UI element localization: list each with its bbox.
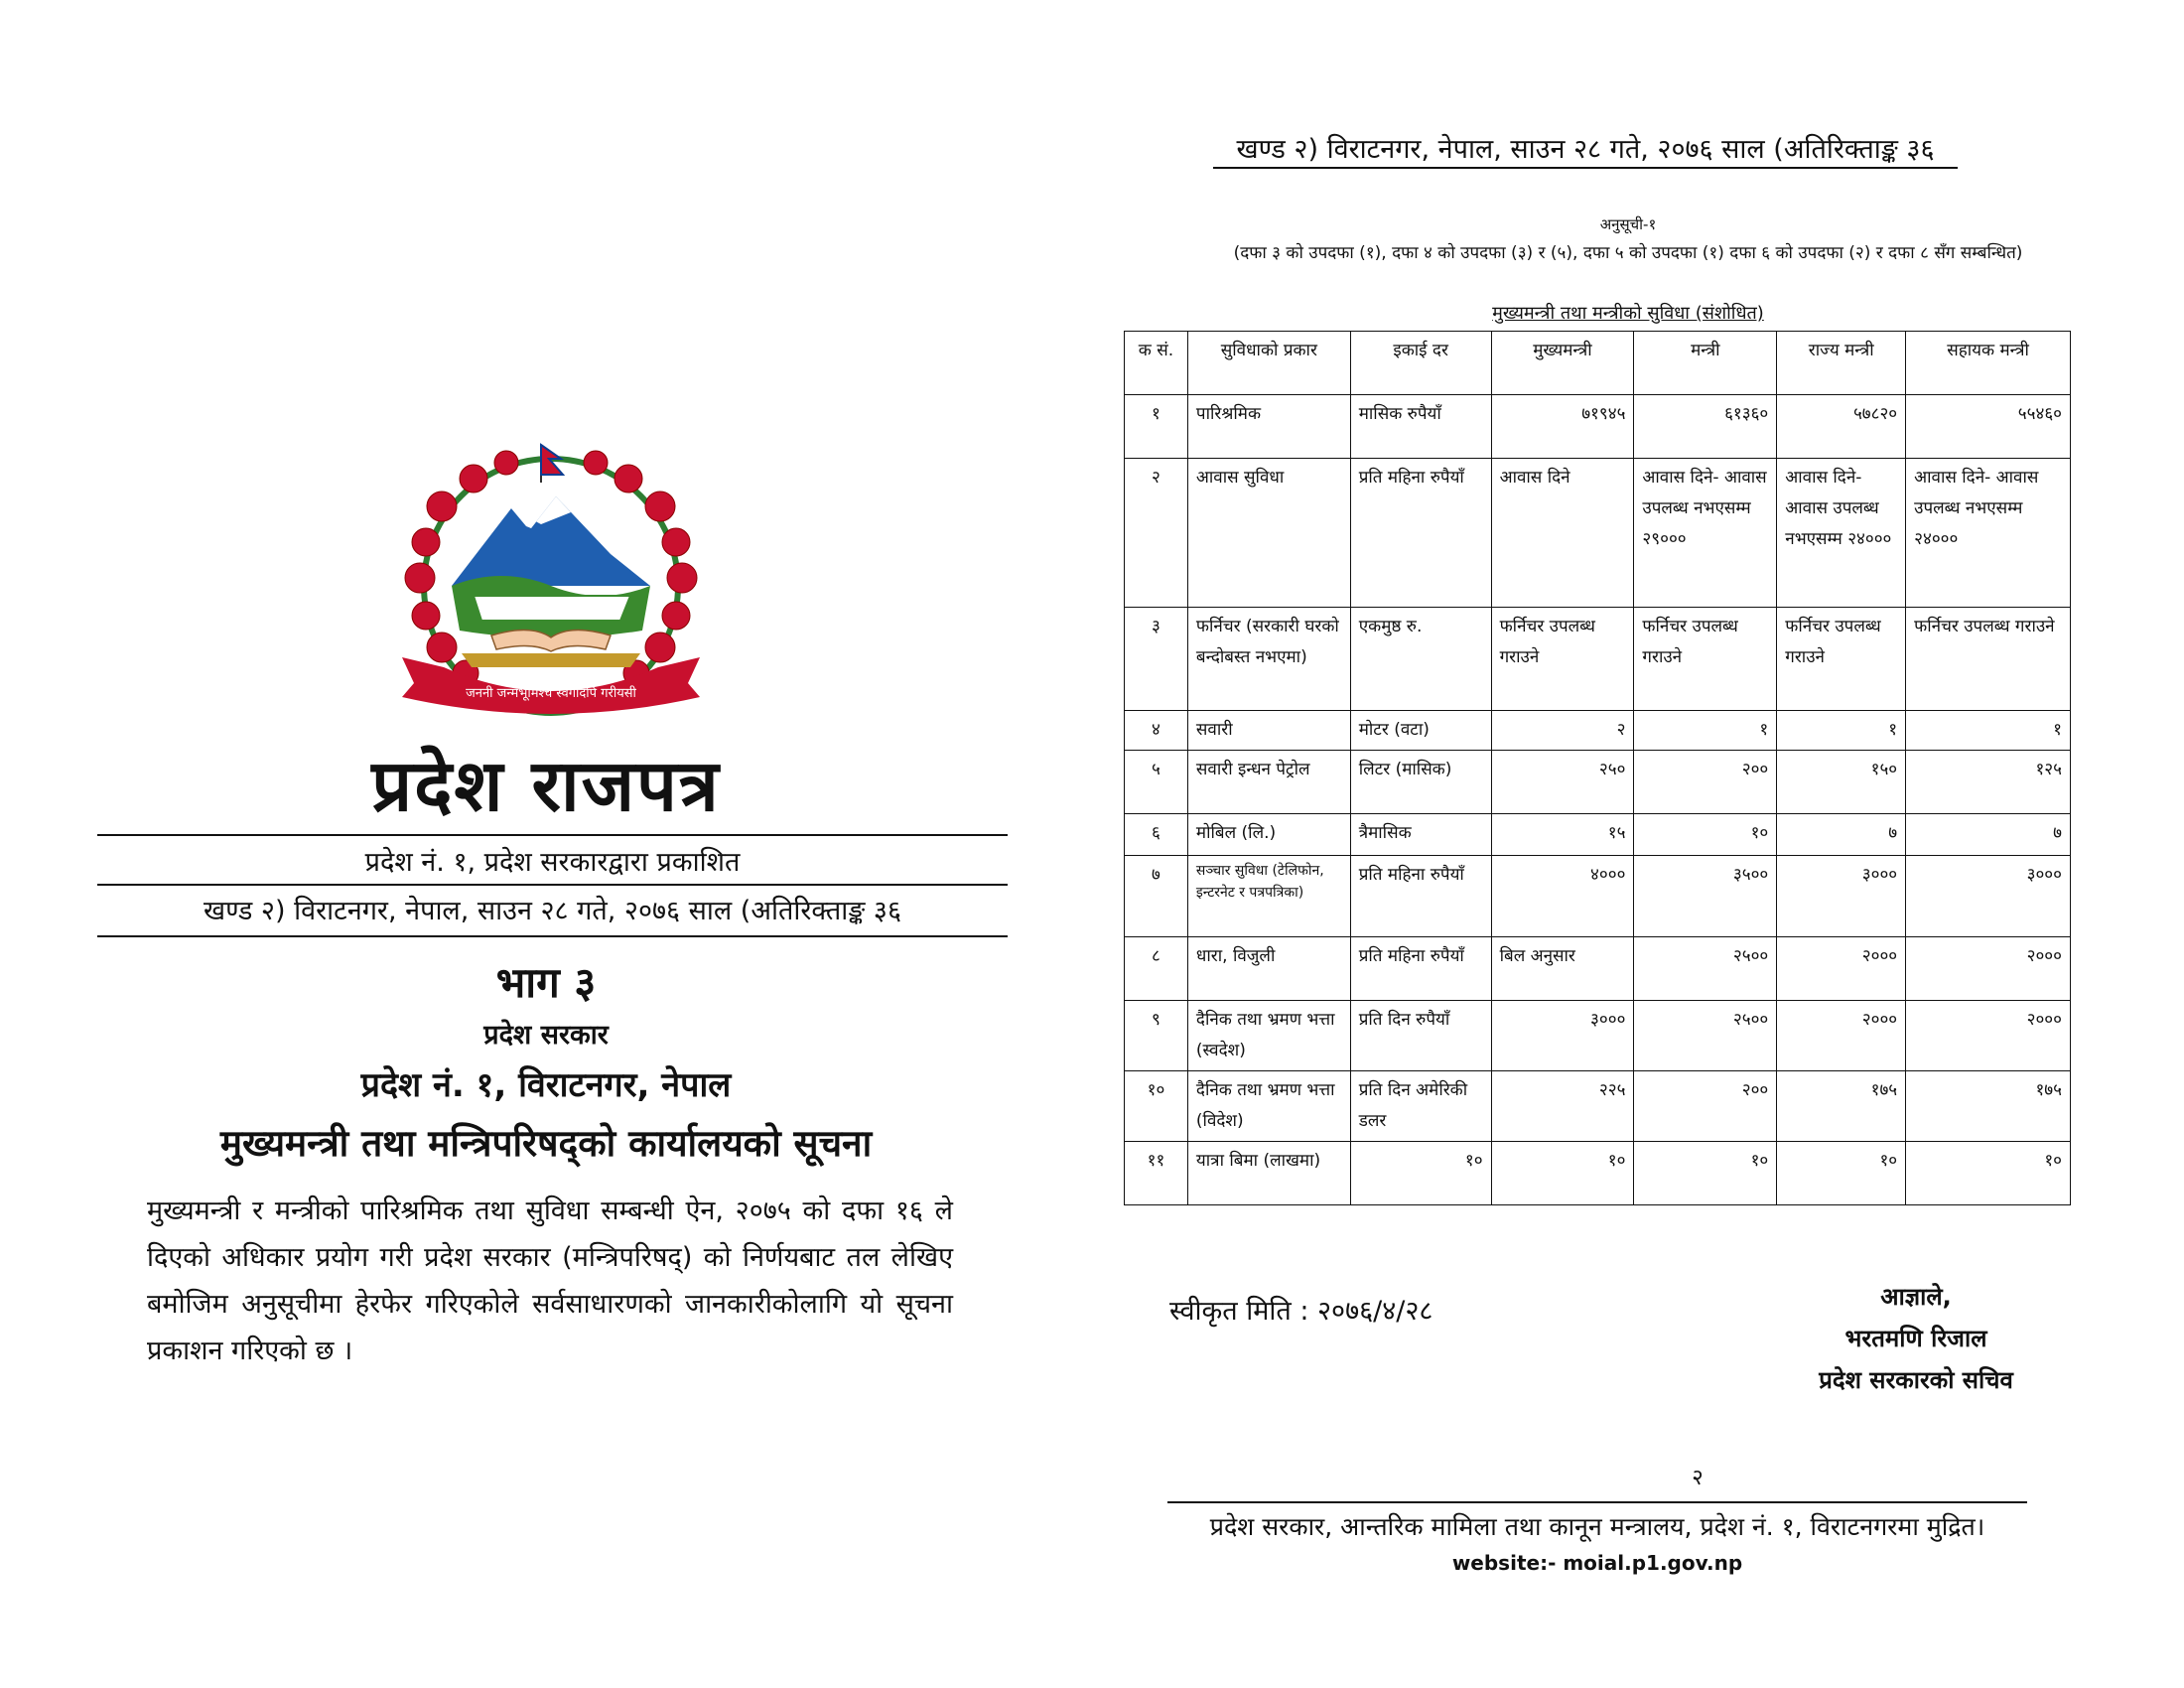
col-header-sn: क सं.: [1125, 332, 1188, 395]
mountain-icon: [452, 496, 650, 586]
notice-body: मुख्यमन्त्री र मन्त्रीको पारिश्रमिक तथा सुविधा सम्बन्धी ऐन, २०७५ को दफा १६ ले दिएको अधिकार प्रयोग गरी प्रदेश सरकार (मन्त्रिपरिषद्) को निर्णयबाट तल लेखिए बमोजिम अनुसूचीमा हेरफेर गरिएकोले सर्वसाधारणको जानकारीकोलागि यो सूचना प्रकाशन गरिएको छ ।: [147, 1196, 953, 1366]
divider: [97, 834, 1008, 836]
cell-unit: प्रति दिन रुपैयाँ: [1350, 1001, 1491, 1071]
part-heading: भाग ३: [495, 958, 597, 1007]
page-number: २: [1692, 1466, 1704, 1490]
table-row: [1125, 608, 2071, 711]
col-header-state-minister: राज्य मन्त्री: [1777, 332, 1906, 395]
cell-facility: आवास सुविधा: [1187, 459, 1350, 608]
cell-sn: ३: [1125, 608, 1188, 711]
cell-minister: ३५००: [1634, 856, 1777, 937]
cell-minister: ६१३६०: [1634, 395, 1777, 459]
cell-assistant-minister: १२५: [1906, 751, 2071, 814]
issue-line: खण्ड २) विराटनगर, नेपाल, साउन २८ गते, २०७६ साल (अतिरिक्ताङ्क ३६: [203, 896, 901, 926]
cell-chief-minister: १५: [1491, 814, 1634, 856]
cell-unit: मोटर (वटा): [1350, 711, 1491, 751]
table-header-row: [1125, 332, 2071, 395]
flag-icon: [541, 445, 563, 483]
divider: [1213, 167, 1958, 169]
schedule-reference: (दफा ३ को उपदफा (१), दफा ४ को उपदफा (३) र (५), दफा ५ को उपदफा (१) दफा ६ को उपदफा (२) र दफा ८ सँग सम्बन्धित): [1233, 243, 2023, 263]
cell-unit: त्रैमासिक: [1350, 814, 1491, 856]
cell-chief-minister: फर्निचर उपलब्ध गराउने: [1491, 608, 1634, 711]
col-header-unit: इकाई दर: [1350, 332, 1491, 395]
table-title: मुख्यमन्त्री तथा मन्त्रीको सुविधा (संशोधित): [1492, 303, 1764, 324]
cell-facility: फर्निचर (सरकारी घरको बन्दोबस्त नभएमा): [1187, 608, 1350, 711]
cell-unit: प्रति महिना रुपैयाँ: [1350, 856, 1491, 937]
cell-state-minister: १: [1777, 711, 1906, 751]
website-text: website:- moial.p1.gov.np: [1451, 1551, 1743, 1575]
cell-facility: दैनिक तथा भ्रमण भत्ता (विदेश): [1187, 1071, 1350, 1142]
cell-minister: २५००: [1634, 1001, 1777, 1071]
col-header-facility: सुविधाको प्रकार: [1187, 332, 1350, 395]
cell-assistant-minister: ३०००: [1906, 856, 2071, 937]
map-outline: [474, 596, 630, 621]
signature-line-order: आज्ञाले,: [1880, 1283, 1952, 1311]
right-page: [1092, 0, 2184, 1688]
table-row: [1125, 937, 2071, 1001]
cell-unit: लिटर (मासिक): [1350, 751, 1491, 814]
divider: [97, 884, 1008, 886]
cell-minister: २००: [1634, 751, 1777, 814]
cell-assistant-minister: १: [1906, 711, 2071, 751]
table-row: [1125, 459, 2071, 608]
divider: [97, 935, 1008, 937]
cell-assistant-minister: फर्निचर उपलब्ध गराउने: [1906, 608, 2071, 711]
cell-state-minister: ५७८२०: [1777, 395, 1906, 459]
table-row: [1125, 711, 2071, 751]
cell-chief-minister: ३०००: [1491, 1001, 1634, 1071]
table-row: [1125, 856, 2071, 937]
printer-footer: प्रदेश सरकार, आन्तरिक मामिला तथा कानून मन्त्रालय, प्रदेश नं. १, विराटनगरमा मुद्रित।: [1209, 1512, 1985, 1541]
published-by: प्रदेश नं. १, प्रदेश सरकारद्वारा प्रकाशित: [364, 847, 741, 878]
cell-unit: मासिक रुपैयाँ: [1350, 395, 1491, 459]
cell-sn: १: [1125, 395, 1188, 459]
cell-sn: ९: [1125, 1001, 1188, 1071]
cell-unit: प्रति दिन अमेरिकी डलर: [1350, 1071, 1491, 1142]
cell-chief-minister: २५०: [1491, 751, 1634, 814]
cell-facility: सवारी: [1187, 711, 1350, 751]
cell-unit: प्रति महिना रुपैयाँ: [1350, 937, 1491, 1001]
facilities-table: [1124, 331, 2071, 1205]
cell-minister: २००: [1634, 1071, 1777, 1142]
cell-assistant-minister: ७: [1906, 814, 2071, 856]
cell-state-minister: २०००: [1777, 1001, 1906, 1071]
cell-facility: सञ्चार सुविधा (टेलिफोन, इन्टरनेट र पत्रपत्रिका): [1187, 856, 1350, 937]
signatory-title: प्रदेश सरकारको सचिव: [1819, 1366, 2013, 1394]
cell-facility: मोबिल (लि.): [1187, 814, 1350, 856]
cell-sn: ६: [1125, 814, 1188, 856]
cell-minister: १०: [1634, 1142, 1777, 1205]
cell-assistant-minister: आवास दिने- आवास उपलब्ध नभएसम्म २४०००: [1906, 459, 2071, 608]
cell-assistant-minister: १७५: [1906, 1071, 2071, 1142]
cell-sn: ५: [1125, 751, 1188, 814]
cell-state-minister: १५०: [1777, 751, 1906, 814]
cell-chief-minister: २: [1491, 711, 1634, 751]
government-label: प्रदेश सरकार: [483, 1020, 609, 1051]
cell-facility: पारिश्रमिक: [1187, 395, 1350, 459]
cell-state-minister: फर्निचर उपलब्ध गराउने: [1777, 608, 1906, 711]
cell-state-minister: १७५: [1777, 1071, 1906, 1142]
cell-facility: सवारी इन्धन पेट्रोल: [1187, 751, 1350, 814]
cell-sn: १०: [1125, 1071, 1188, 1142]
cell-chief-minister: ७१९४५: [1491, 395, 1634, 459]
divider: [1167, 1501, 2027, 1503]
cell-chief-minister: २२५: [1491, 1071, 1634, 1142]
nepal-emblem: [382, 437, 720, 725]
table-row: [1125, 1001, 2071, 1071]
table-row: [1125, 1142, 2071, 1205]
col-header-assistant-minister: सहायक मन्त्री: [1906, 332, 2071, 395]
cell-state-minister: आवास दिने- आवास उपलब्ध नभएसम्म २४०००: [1777, 459, 1906, 608]
address: प्रदेश नं. १, विराटनगर, नेपाल: [360, 1065, 732, 1105]
cell-unit: एकमुष्ठ रु.: [1350, 608, 1491, 711]
cell-assistant-minister: २०००: [1906, 1001, 2071, 1071]
cell-chief-minister: आवास दिने: [1491, 459, 1634, 608]
table-row: [1125, 395, 2071, 459]
notice-heading: मुख्यमन्त्री तथा मन्त्रिपरिषद्को कार्यालयको सूचना: [219, 1122, 873, 1165]
cell-sn: ४: [1125, 711, 1188, 751]
cell-facility: धारा, विजुली: [1187, 937, 1350, 1001]
cell-sn: ८: [1125, 937, 1188, 1001]
signature-block: [1767, 1276, 2065, 1401]
cell-minister: १: [1634, 711, 1777, 751]
cell-facility: दैनिक तथा भ्रमण भत्ता (स्वदेश): [1187, 1001, 1350, 1071]
col-header-minister: मन्त्री: [1634, 332, 1777, 395]
signatory-name: भरतमणि रिजाल: [1844, 1325, 1987, 1352]
cell-state-minister: १०: [1777, 1142, 1906, 1205]
schedule-label: अनुसूची-१: [1599, 215, 1657, 233]
table-row: [1125, 814, 2071, 856]
cell-minister: आवास दिने- आवास उपलब्ध नभएसम्म २९०००: [1634, 459, 1777, 608]
gazette-title: प्रदेश राजपत्र: [371, 744, 721, 827]
page-header: खण्ड २) विराटनगर, नेपाल, साउन २८ गते, २०७६ साल (अतिरिक्ताङ्क ३६: [1236, 134, 1935, 165]
cell-facility: यात्रा बिमा (लाखमा): [1187, 1142, 1350, 1205]
cell-minister: फर्निचर उपलब्ध गराउने: [1634, 608, 1777, 711]
cell-minister: २५००: [1634, 937, 1777, 1001]
col-header-chief-minister: मुख्यमन्त्री: [1491, 332, 1634, 395]
cell-state-minister: २०००: [1777, 937, 1906, 1001]
ground: [462, 653, 640, 667]
cell-assistant-minister: २०००: [1906, 937, 2071, 1001]
cell-state-minister: ३०००: [1777, 856, 1906, 937]
cell-assistant-minister: १०: [1906, 1142, 2071, 1205]
cell-unit: १०: [1350, 1142, 1491, 1205]
cell-unit: प्रति महिना रुपैयाँ: [1350, 459, 1491, 608]
table-row: [1125, 751, 2071, 814]
cell-assistant-minister: ५५४६०: [1906, 395, 2071, 459]
cell-sn: २: [1125, 459, 1188, 608]
approval-date: स्वीकृत मिति : २०७६/४/२८: [1169, 1296, 1433, 1327]
cell-chief-minister: ४०००: [1491, 856, 1634, 937]
cell-state-minister: ७: [1777, 814, 1906, 856]
cell-minister: १०: [1634, 814, 1777, 856]
emblem-motto: जननी जन्मभूमिश्च स्वर्गादपि गरीयसी: [466, 686, 636, 701]
cell-chief-minister: बिल अनुसार: [1491, 937, 1634, 1001]
cell-sn: ११: [1125, 1142, 1188, 1205]
cell-sn: ७: [1125, 856, 1188, 937]
table-row: [1125, 1071, 2071, 1142]
cell-chief-minister: १०: [1491, 1142, 1634, 1205]
